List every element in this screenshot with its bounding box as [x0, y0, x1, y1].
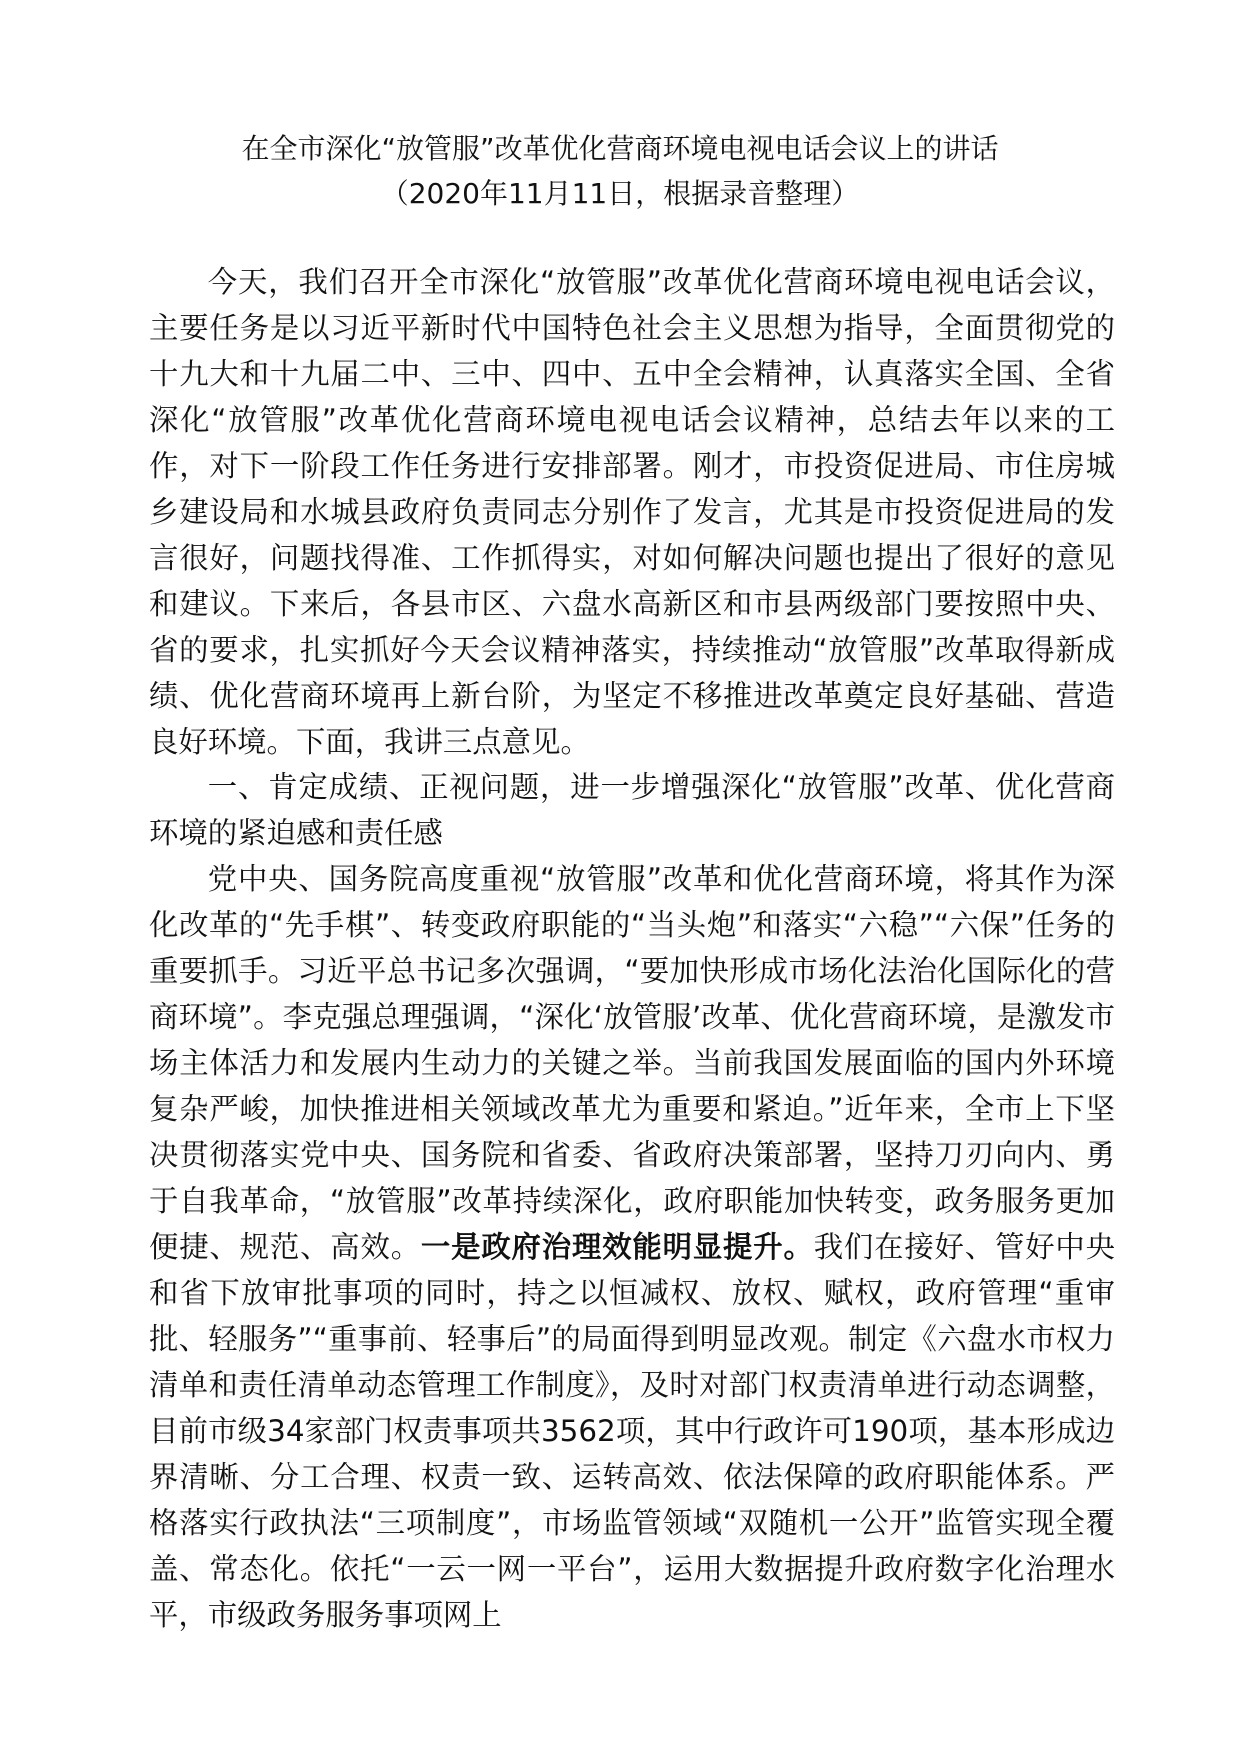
bold-point-heading: 一是政府治理效能明显提升。 — [420, 1230, 814, 1265]
document-title: 在全市深化“放管服”改革优化营商环境电视电话会议上的讲话 — [241, 132, 999, 165]
document-header — [150, 126, 1090, 216]
paragraph-opening: 今天，我们召开全市深化“放管服”改革优化营商环境电视电话会议，主要任务是以习近平新时代中国特色社会主义思想为指导，全面贯彻党的十九大和十九届二中、三中、四中、五中全会精神，认真落实全国、全省深化“放管服”改革优化营商环境电视电话会议精神，总结去年以来的工作，对下一阶段工作任务进行安排部署。刚才，市投资促进局、市住房城乡建设局和水城县政府负责同志分别作了发言，尤其是市投资促进局的发言很好，问题找得准、工作抓得实，对如何解决问题也提出了很好的意见和建议。下来后，各县市区、六盘水高新区和市县两级部门要按照中央、省的要求，扎实抓好今天会议精神落实，持续推动“放管服”改革取得新成绩、优化营商环境再上新台阶，为坚定不移推进改革奠定良好基础、营造良好环境。下面，我讲三点意见。 — [149, 265, 1115, 759]
paragraph-text-continued: 我们在接好、管好中央和省下放审批事项的同时，持之以恒减权、放权、赋权，政府管理“重审批、轻服务”“重事前、轻事后”的局面得到明显改观。制定《六盘水市权力清单和责任清单动态管理工作制度》，及时对部门权责清单进行动态调整，目前市级34家部门权责事项共3562项，其中行政许可190项，基本形成边界清晰、分工合理、权责一致、运转高效、依法保障的政府职能体系。严格落实行政执法“三项制度”，市场监管领域“双随机一公开”监管实现全覆盖、常态化。依托“一云一网一平台”，运用大数据提升政府数字化治理水平，市级政务服务事项网上 — [149, 1230, 1116, 1632]
document-subtitle: （2020年11月11日，根据录音整理） — [380, 177, 860, 210]
section-heading-1: 一、肯定成绩、正视问题，进一步增强深化“放管服”改革、优化营商环境的紧迫感和责任感 — [149, 770, 1115, 851]
document-body — [149, 260, 1115, 1639]
paragraph-text-lead: 党中央、国务院高度重视“放管服”改革和优化营商环境，将其作为深化改革的“先手棋”、转变政府职能的“当头炮”和落实“六稳”“六保”任务的重要抓手。习近平总书记多次强调，“要加快形成市场化法治化国际化的营商环境”。李克强总理强调，“深化‘放管服’改革、优化营商环境，是激发市场主体活力和发展内生动力的关键之举。当前我国发展面临的国内外环境复杂严峻，加快推进相关领域改革尤为重要和紧迫。”近年来，全市上下坚决贯彻落实党中央、国务院和省委、省政府决策部署，坚持刀刃向内、勇于自我革命，“放管服”改革持续深化，政府职能加快转变，政务服务更加便捷、规范、高效。 — [149, 862, 1115, 1265]
paragraph-achievements — [149, 857, 1115, 1638]
